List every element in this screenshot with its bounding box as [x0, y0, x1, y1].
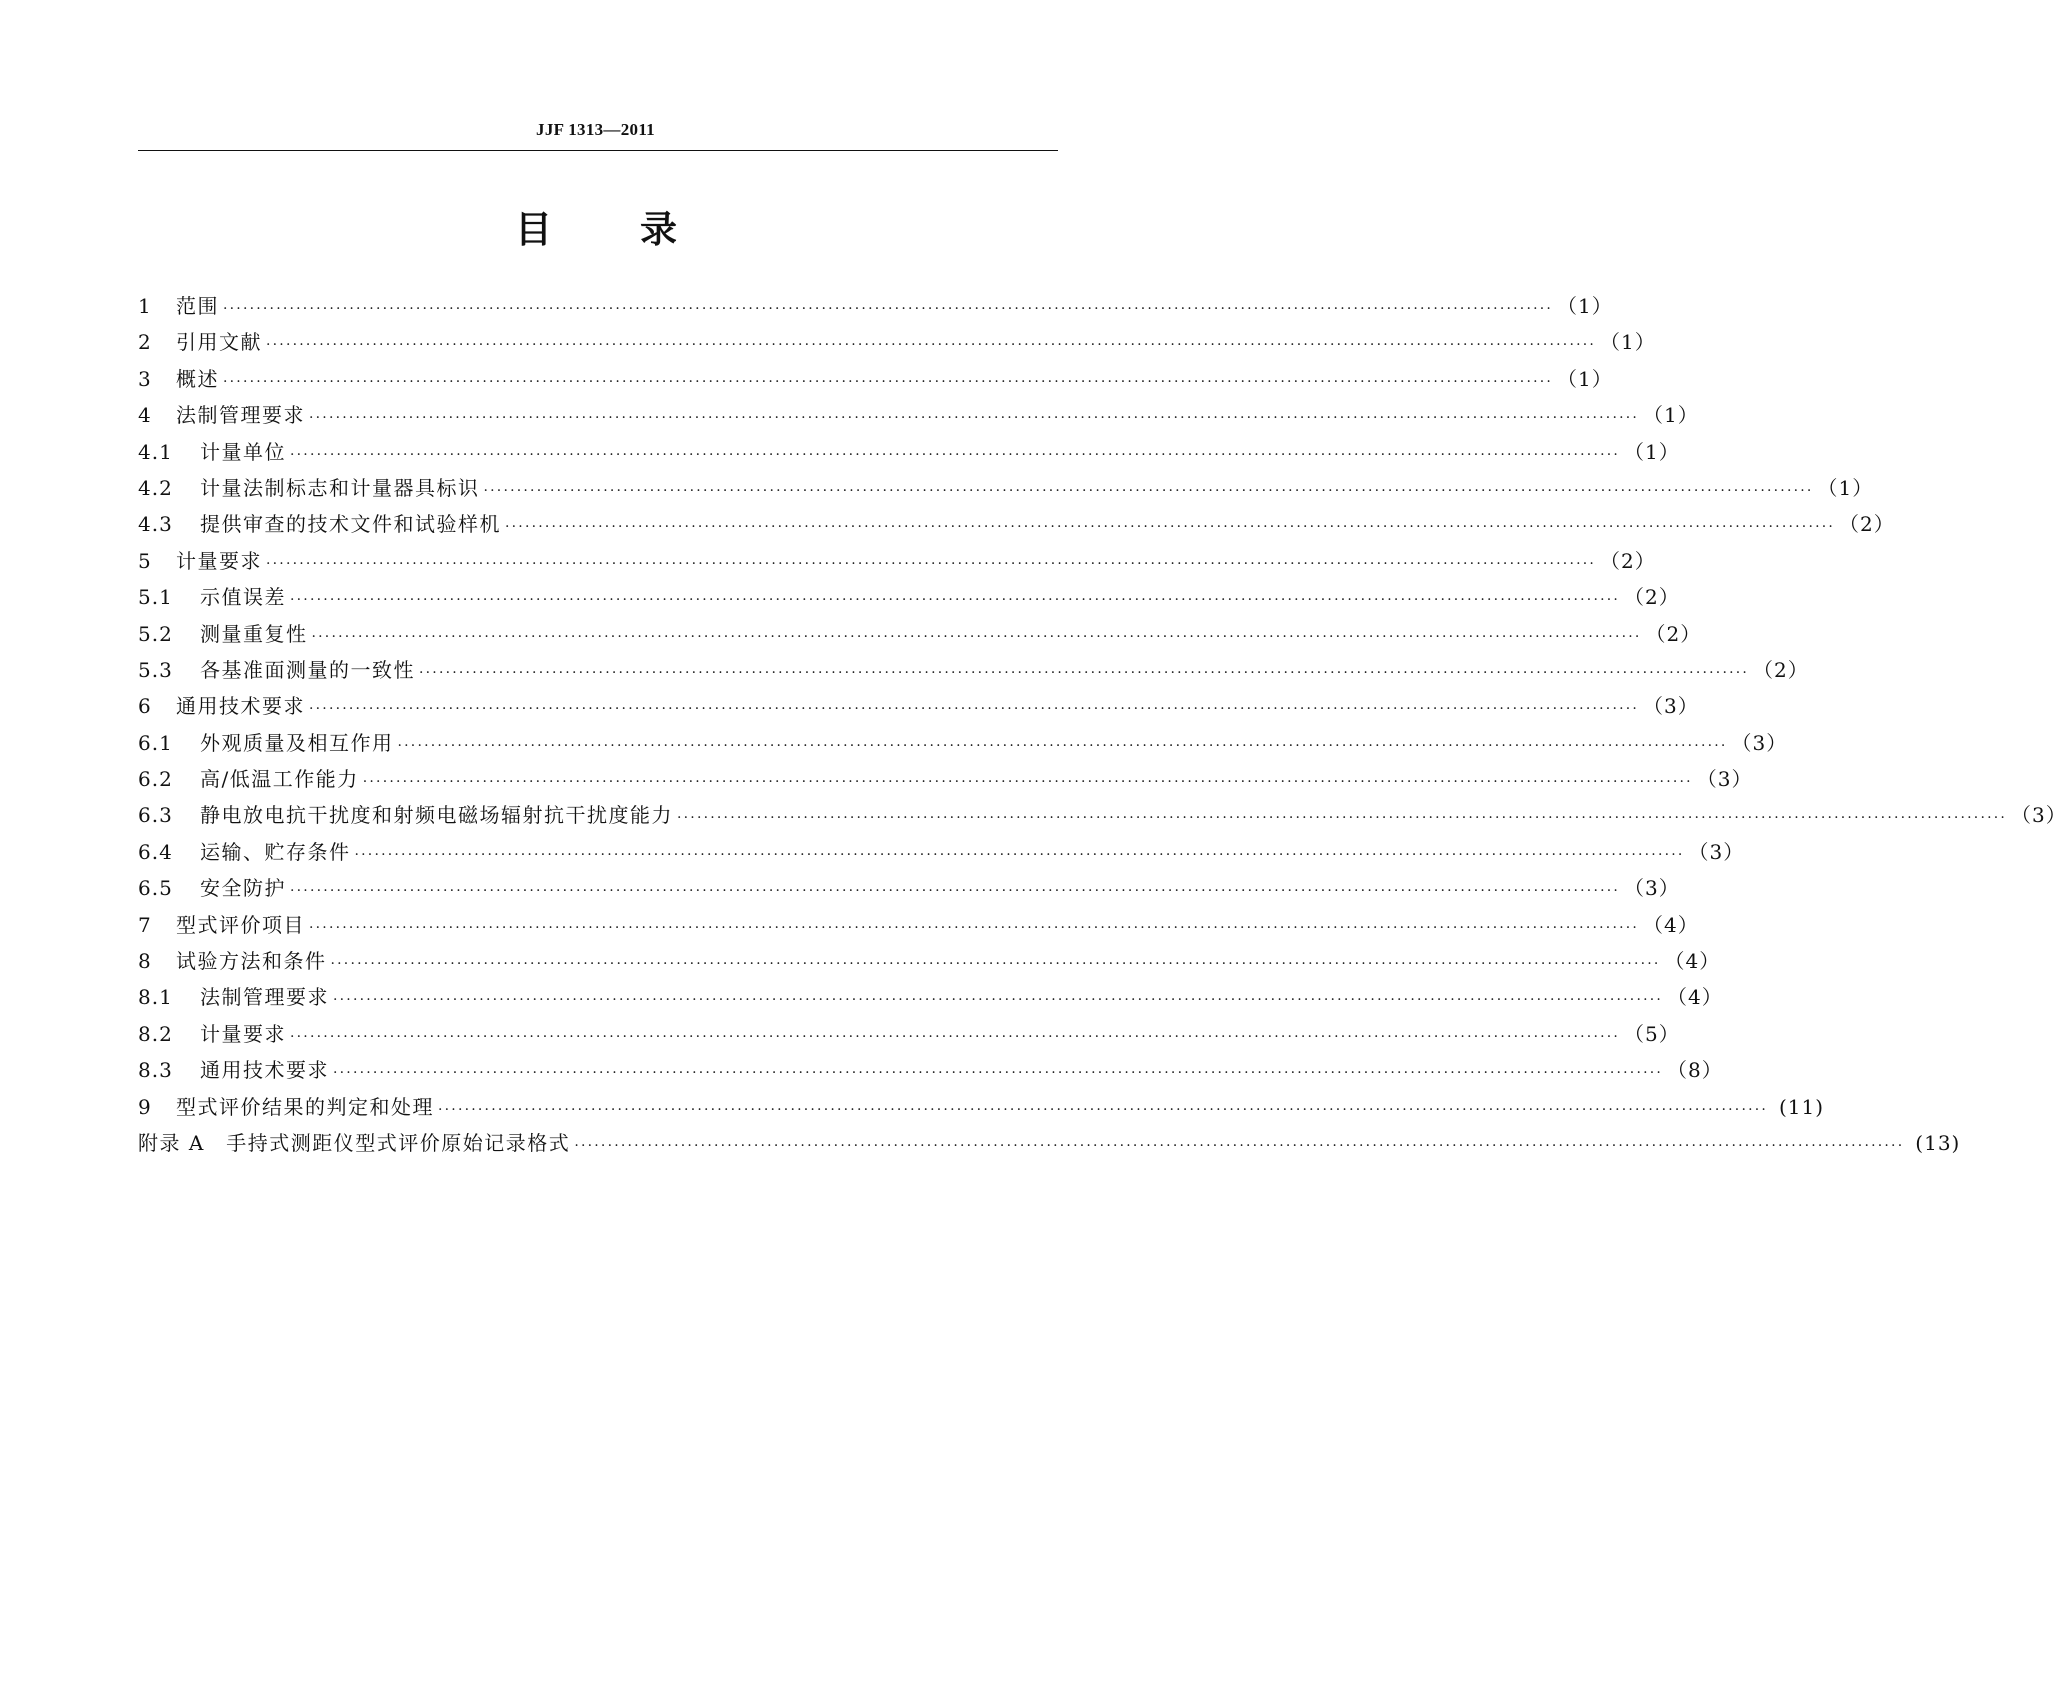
toc-entry-number: 9 — [138, 1094, 152, 1119]
toc-entry-label: 提供审查的技术文件和试验样机 — [200, 512, 501, 537]
toc-entry — [138, 618, 1702, 654]
toc-entry-page: (13) — [1915, 1130, 1961, 1155]
toc-dot-leader: ········································································································································································································ — [290, 446, 1621, 463]
toc-entry-page: （8） — [1667, 1058, 1723, 1083]
toc-entry-label: 示值误差 — [200, 585, 286, 610]
toc-entry-page: （3） — [1696, 767, 1753, 792]
toc-entry-page: （4） — [1643, 912, 1699, 937]
toc-entry — [138, 363, 1613, 399]
toc-entry-label: 试验方法和条件 — [176, 949, 327, 974]
toc-entry-number: 3 — [138, 366, 152, 391]
toc-entry-label: 通用技术要求 — [200, 1058, 329, 1083]
toc-entry-label: 计量要求 — [176, 548, 262, 573]
toc-entry — [138, 872, 1680, 908]
toc-entry-number: 6.3 — [138, 803, 173, 828]
toc-entry-page: （1） — [1817, 475, 1874, 500]
toc-entry-page: （3） — [1731, 730, 1788, 755]
toc-entry — [138, 290, 1613, 326]
toc-entry — [138, 326, 1656, 362]
toc-dot-leader: ········································································································································································································ — [330, 956, 1661, 973]
toc-entry — [138, 690, 1699, 726]
toc-entry-label: 型式评价项目 — [176, 912, 305, 937]
page-title — [0, 205, 1191, 255]
toc-entry — [138, 581, 1680, 617]
toc-entry-number: 8 — [138, 949, 152, 974]
toc-entry-number: 8.3 — [138, 1058, 173, 1083]
toc-dot-leader: ········································································································································································································ — [333, 1065, 1664, 1082]
toc-entry-page: （1） — [1557, 294, 1613, 318]
toc-dot-leader: ········································································································································································································ — [574, 1137, 1905, 1154]
toc-entry-number: 7 — [138, 912, 152, 937]
toc-entry-label: 静电放电抗干扰度和射频电磁场辐射抗干扰度能力 — [200, 803, 673, 828]
toc-entry-label: 计量法制标志和计量器具标识 — [200, 475, 480, 500]
toc-entry — [138, 727, 1788, 763]
page-title-char-1: 目 — [515, 208, 552, 251]
toc-entry-label: 高/低温工作能力 — [200, 767, 359, 792]
toc-entry — [138, 909, 1699, 945]
toc-entry-page: （1） — [1557, 366, 1613, 391]
toc-entry-page: （2） — [1624, 585, 1680, 610]
toc-dot-leader: ········································································································································································································ — [309, 919, 1640, 936]
toc-entry — [138, 545, 1656, 581]
toc-dot-leader: ········································································································································································································ — [290, 1028, 1621, 1045]
toc-entry — [138, 981, 1723, 1017]
toc-dot-leader: ········································································································································································································ — [311, 628, 1642, 645]
toc-entry-page: （5） — [1624, 1021, 1680, 1046]
toc-entry-label: 附录 A 手持式测距仪型式评价原始记录格式 — [138, 1130, 571, 1155]
toc-entry-page: （1） — [1600, 330, 1656, 355]
toc-entry — [138, 1018, 1680, 1054]
toc-entry-number: 6.1 — [138, 730, 173, 755]
toc-entry-number: 4 — [138, 403, 152, 428]
toc-entry-label: 外观质量及相互作用 — [200, 730, 394, 755]
toc-entry-number: 1 — [138, 294, 152, 318]
toc-dot-leader: ········································································································································································································ — [397, 737, 1728, 754]
toc-entry-number: 6.2 — [138, 767, 173, 792]
toc-entry-number: 4.3 — [138, 512, 173, 537]
header-rule — [138, 150, 1058, 151]
toc-entry-page: （3） — [1688, 839, 1745, 864]
toc-dot-leader: ········································································································································································································ — [223, 301, 1554, 317]
toc-entry — [138, 1127, 1961, 1163]
toc-entry — [138, 945, 1721, 981]
toc-entry — [138, 763, 1753, 799]
toc-dot-leader: ········································································································································································································ — [333, 992, 1664, 1009]
toc-entry-label: 型式评价结果的判定和处理 — [176, 1094, 434, 1119]
toc-dot-leader: ········································································································································································································ — [354, 846, 1685, 863]
toc-dot-leader: ········································································································································································································ — [290, 883, 1621, 900]
toc-dot-leader: ········································································································································································································ — [419, 664, 1750, 681]
toc-entry — [138, 836, 1745, 872]
toc-entry — [138, 399, 1699, 435]
toc-entry — [138, 1054, 1723, 1090]
toc-entry-label: 通用技术要求 — [176, 694, 305, 719]
toc-dot-leader: ········································································································································································································ — [309, 410, 1640, 427]
toc-entry-number: 5 — [138, 548, 152, 573]
toc-entry-label: 测量重复性 — [200, 621, 308, 646]
toc-entry-label: 概述 — [176, 366, 219, 391]
toc-entry-number: 5.3 — [138, 657, 173, 682]
toc-dot-leader: ········································································································································································································ — [309, 701, 1640, 718]
toc-entry-label: 法制管理要求 — [200, 985, 329, 1010]
toc-entry-number: 6 — [138, 694, 152, 719]
toc-entry-page: （4） — [1667, 985, 1723, 1010]
toc-entry-number: 6.4 — [138, 839, 173, 864]
toc-entry-number: 5.2 — [138, 621, 173, 646]
toc-entry-label: 计量要求 — [200, 1021, 286, 1046]
toc-dot-leader: ········································································································································································································ — [266, 555, 1597, 572]
toc-dot-leader: ········································································································································································································ — [362, 774, 1693, 791]
toc-dot-leader: ········································································································································································································ — [505, 519, 1836, 536]
page-title-char-2: 录 — [640, 208, 677, 251]
toc-entry-number: 8.2 — [138, 1021, 173, 1046]
toc-entry-page: （3） — [2011, 803, 2067, 828]
document-code-header: JJF 1313—2011 — [536, 120, 655, 139]
toc-entry-page: （2） — [1600, 548, 1656, 573]
toc-entry-label: 运输、贮存条件 — [200, 839, 351, 864]
toc-entry-label: 各基准面测量的一致性 — [200, 657, 415, 682]
toc-entry-label: 范围 — [176, 294, 219, 318]
toc-entry-label: 安全防护 — [200, 876, 286, 901]
toc-entry — [138, 472, 1874, 508]
toc-dot-leader: ········································································································································································································ — [438, 1101, 1769, 1118]
toc-dot-leader: ········································································································································································································ — [677, 810, 2008, 827]
toc-entry-number: 8.1 — [138, 985, 173, 1010]
toc-entry-page: （2） — [1753, 657, 1809, 682]
toc-dot-leader: ········································································································································································································ — [483, 482, 1814, 499]
toc-entry-label: 计量单位 — [200, 439, 286, 464]
toc-entry — [138, 508, 1895, 544]
toc-entry — [138, 799, 2067, 835]
toc-entry-number: 5.1 — [138, 585, 173, 610]
toc-entry-number: 4.1 — [138, 439, 173, 464]
toc-entry-label: 引用文献 — [176, 330, 262, 355]
toc-entry-number: 2 — [138, 330, 152, 355]
toc-entry-page: （1） — [1643, 403, 1699, 428]
toc-entry-page: (11) — [1778, 1094, 1825, 1119]
toc-entry-page: （2） — [1645, 621, 1702, 646]
toc-entry — [138, 1091, 1825, 1127]
toc-entry — [138, 654, 1809, 690]
toc-entry-page: （3） — [1643, 694, 1699, 719]
toc-entry — [138, 436, 1680, 472]
toc-entry-number: 6.5 — [138, 876, 173, 901]
toc-entry-page: （2） — [1839, 512, 1895, 537]
toc-dot-leader: ········································································································································································································ — [266, 337, 1597, 354]
toc-dot-leader: ········································································································································································································ — [223, 373, 1554, 390]
toc-entry-page: （4） — [1664, 949, 1721, 974]
toc-entry-number: 4.2 — [138, 475, 173, 500]
toc-entry-page: （1） — [1624, 439, 1680, 464]
toc-entry-label: 法制管理要求 — [176, 403, 305, 428]
toc-dot-leader: ········································································································································································································ — [290, 592, 1621, 609]
table-of-contents — [138, 290, 2067, 1163]
toc-entry-page: （3） — [1624, 876, 1680, 901]
